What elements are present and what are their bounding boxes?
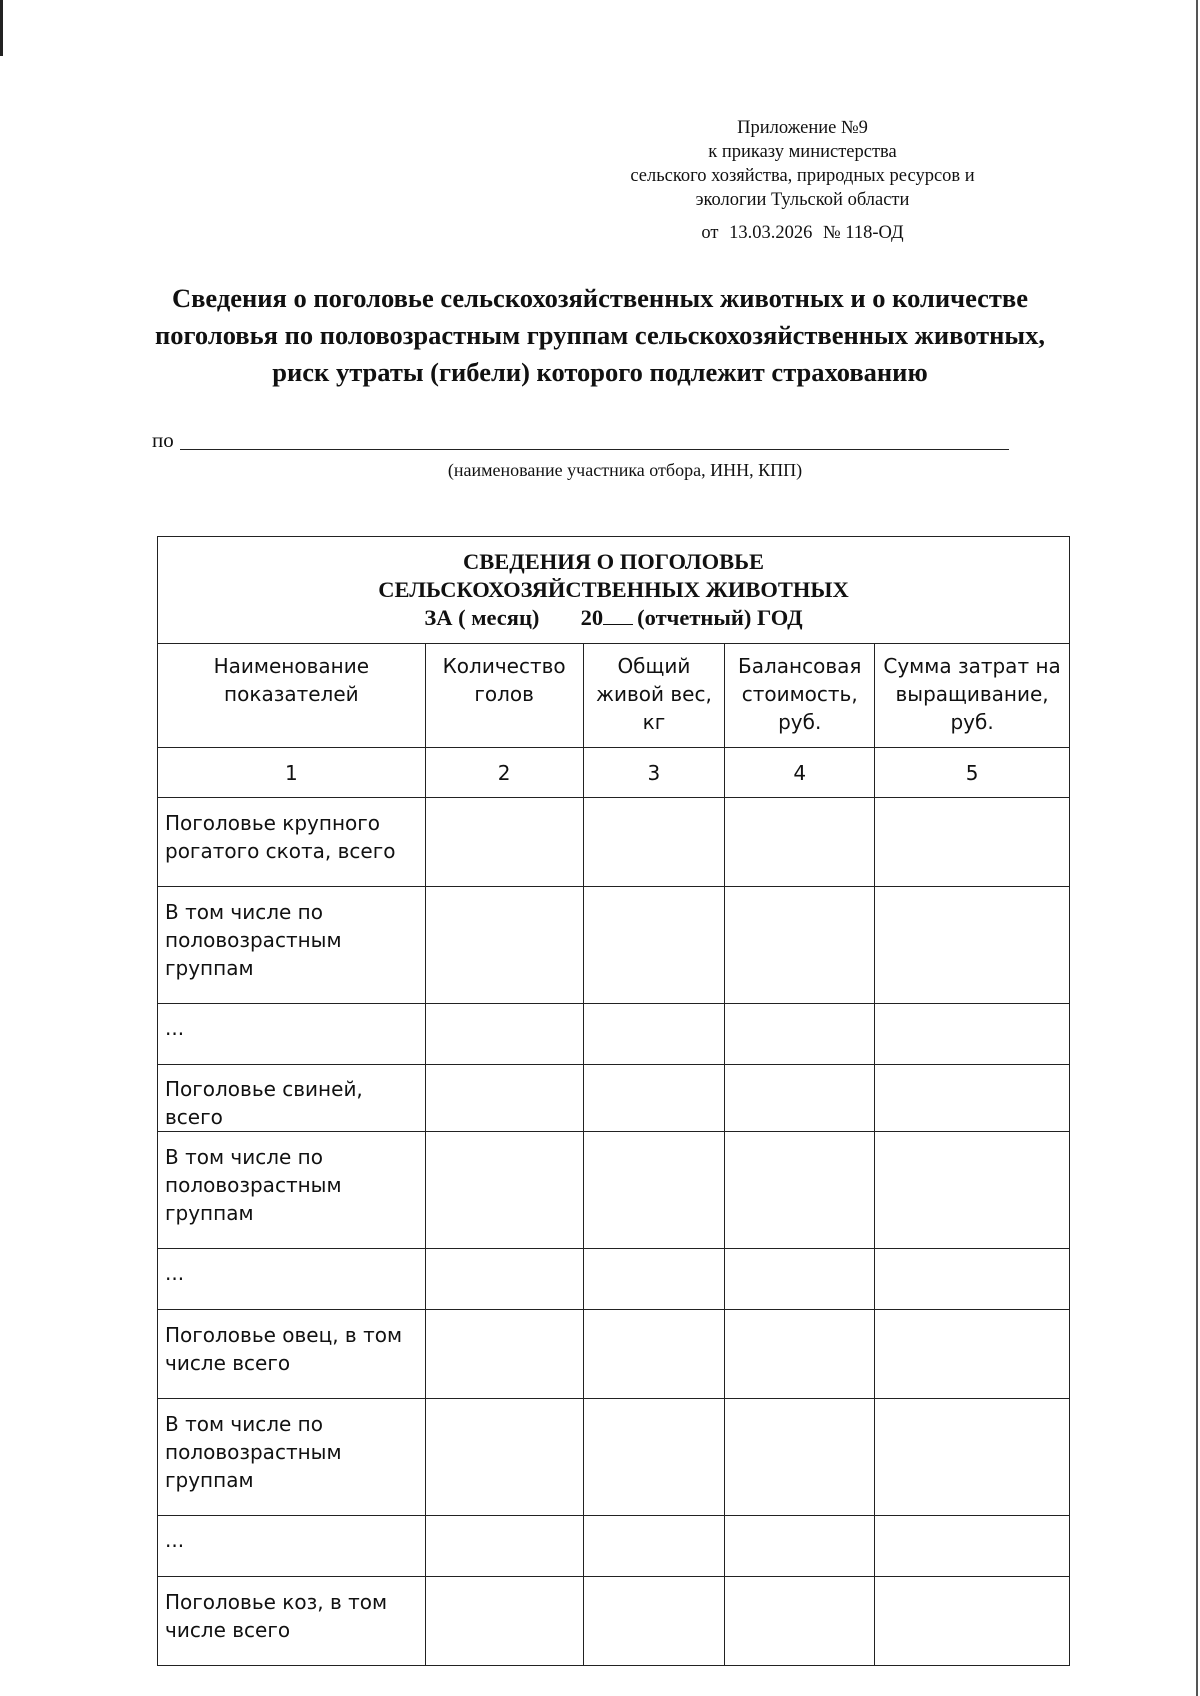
row-label [158, 1399, 426, 1516]
data-cell[interactable] [425, 798, 583, 887]
row-label-line: ... [165, 1528, 185, 1552]
data-cell[interactable] [583, 798, 725, 887]
data-cell[interactable] [583, 1310, 725, 1399]
data-cell[interactable] [875, 1577, 1070, 1666]
column-header [583, 644, 725, 748]
table-row [158, 1577, 1070, 1666]
row-label-line: группам [165, 1468, 254, 1492]
data-cell[interactable] [583, 1516, 725, 1577]
scan-border-left [0, 0, 3, 56]
period-year-suffix: (отчетный) ГОД [637, 605, 803, 630]
row-label-line: В том числе по [165, 900, 323, 924]
data-cell[interactable] [875, 1065, 1070, 1132]
row-label [158, 1132, 426, 1249]
data-cell[interactable] [583, 887, 725, 1004]
column-header-line: Сумма затрат на [883, 654, 1061, 678]
row-label-line: В том числе по [165, 1412, 323, 1436]
row-label [158, 798, 426, 887]
column-header-line: показателей [224, 682, 359, 706]
appendix-line: экологии Тульской области [695, 190, 910, 210]
data-cell[interactable] [425, 1004, 583, 1065]
column-header [875, 644, 1070, 748]
data-cell[interactable] [725, 798, 875, 887]
data-cell[interactable] [725, 1516, 875, 1577]
row-label-line: Поголовье крупного [165, 811, 381, 835]
title-line: Сведения о поголовье сельскохозяйственных животных и о количестве [171, 283, 1029, 313]
data-cell[interactable] [425, 1132, 583, 1249]
column-header-line: Балансовая [738, 654, 862, 678]
column-number: 2 [425, 748, 583, 798]
livestock-table [157, 536, 1070, 1666]
row-label [158, 1516, 426, 1577]
order-from-label: от [701, 223, 719, 243]
row-label-line: В том числе по [165, 1145, 323, 1169]
data-cell[interactable] [725, 1310, 875, 1399]
row-label-line: числе всего [165, 1618, 291, 1642]
column-header-line: Общий [617, 654, 691, 678]
row-label [158, 1310, 426, 1399]
row-label-line: половозрастным [165, 928, 342, 952]
table-row [158, 1249, 1070, 1310]
order-date: 13.03.2026 [729, 223, 813, 243]
data-cell[interactable] [583, 1004, 725, 1065]
data-cell[interactable] [425, 1310, 583, 1399]
row-label [158, 1065, 426, 1132]
data-cell[interactable] [725, 1065, 875, 1132]
column-header-line: руб. [778, 710, 822, 734]
data-cell[interactable] [725, 1399, 875, 1516]
row-label-line: половозрастным [165, 1173, 342, 1197]
data-cell[interactable] [875, 1399, 1070, 1516]
data-cell[interactable] [875, 1516, 1070, 1577]
column-header-line: выращивание, [895, 682, 1049, 706]
period-year-prefix: 20 [580, 605, 604, 630]
column-header-row [158, 644, 1070, 748]
data-cell[interactable] [583, 1399, 725, 1516]
row-label [158, 887, 426, 1004]
column-header-line: кг [642, 710, 666, 734]
row-label [158, 1004, 426, 1065]
data-cell[interactable] [425, 1065, 583, 1132]
data-cell[interactable] [875, 1249, 1070, 1310]
table-row [158, 1310, 1070, 1399]
table-row [158, 887, 1070, 1004]
row-label-line: ... [165, 1016, 185, 1040]
po-caption: (наименование участника отбора, ИНН, КПП) [447, 460, 803, 480]
row-label-line: Поголовье коз, в том [165, 1590, 388, 1614]
po-label: по [152, 428, 174, 452]
participant-name-blank[interactable] [180, 449, 1009, 450]
data-cell[interactable] [725, 1577, 875, 1666]
data-cell[interactable] [875, 887, 1070, 1004]
row-label-line: половозрастным [165, 1440, 342, 1464]
table-row [158, 1004, 1070, 1065]
data-cell[interactable] [875, 798, 1070, 887]
table-row [158, 1132, 1070, 1249]
table-row [158, 1065, 1070, 1132]
data-cell[interactable] [583, 1249, 725, 1310]
column-header [725, 644, 875, 748]
data-cell[interactable] [425, 1249, 583, 1310]
title-line: поголовья по половозрастным группам сельскохозяйственных животных, [155, 320, 1045, 350]
scan-border-right [1196, 0, 1198, 1696]
column-number: 1 [158, 748, 426, 798]
column-number: 4 [725, 748, 875, 798]
row-label [158, 1249, 426, 1310]
document-title [100, 280, 1100, 391]
order-number: № 118-ОД [823, 223, 904, 243]
data-cell[interactable] [725, 1132, 875, 1249]
period-month: ЗА ( месяц) [424, 605, 540, 630]
row-label-line: группам [165, 956, 254, 980]
column-number-row [158, 748, 1070, 798]
table-title-line: СВЕДЕНИЯ О ПОГОЛОВЬЕ [462, 549, 765, 574]
data-cell[interactable] [425, 887, 583, 1004]
title-line: риск утраты (гибели) которого подлежит страхованию [272, 357, 928, 387]
row-label-line: группам [165, 1201, 254, 1225]
table-period-line [158, 604, 1069, 632]
table-row [158, 1516, 1070, 1577]
row-label-line: рогатого скота, всего [165, 839, 396, 863]
data-cell[interactable] [875, 1004, 1070, 1065]
column-header-line: Наименование [213, 654, 370, 678]
column-number: 5 [875, 748, 1070, 798]
data-cell[interactable] [725, 1249, 875, 1310]
column-header-line: руб. [950, 710, 994, 734]
data-cell[interactable] [425, 1399, 583, 1516]
data-cell[interactable] [725, 887, 875, 1004]
appendix-block [600, 116, 1005, 245]
appendix-line: к приказу министерства [708, 142, 897, 162]
data-cell[interactable] [583, 1132, 725, 1249]
data-cell[interactable] [875, 1132, 1070, 1249]
data-cell[interactable] [425, 1577, 583, 1666]
appendix-line: Приложение №9 [737, 118, 868, 138]
column-number: 3 [583, 748, 725, 798]
year-blank[interactable] [603, 606, 633, 625]
data-cell[interactable] [583, 1577, 725, 1666]
table-row [158, 798, 1070, 887]
appendix-line: сельского хозяйства, природных ресурсов и [630, 166, 975, 186]
data-cell[interactable] [725, 1004, 875, 1065]
data-cell[interactable] [875, 1310, 1070, 1399]
row-label-line: ... [165, 1261, 185, 1285]
order-line [600, 221, 1005, 245]
column-header-line: живой вес, [595, 682, 712, 706]
column-header [425, 644, 583, 748]
row-label-line: Поголовье свиней, всего [165, 1077, 363, 1129]
column-header [158, 644, 426, 748]
column-header-line: Количество [442, 654, 566, 678]
table-title-line: СЕЛЬСКОХОЗЯЙСТВЕННЫХ ЖИВОТНЫХ [378, 577, 849, 602]
row-label [158, 1577, 426, 1666]
table-row [158, 1399, 1070, 1516]
data-cell[interactable] [583, 1065, 725, 1132]
table-title-cell [158, 537, 1070, 644]
column-header-line: стоимость, [741, 682, 858, 706]
column-header-line: голов [474, 682, 534, 706]
table-title-row [158, 537, 1070, 644]
row-label-line: числе всего [165, 1351, 291, 1375]
data-cell[interactable] [425, 1516, 583, 1577]
row-label-line: Поголовье овец, в том [165, 1323, 403, 1347]
